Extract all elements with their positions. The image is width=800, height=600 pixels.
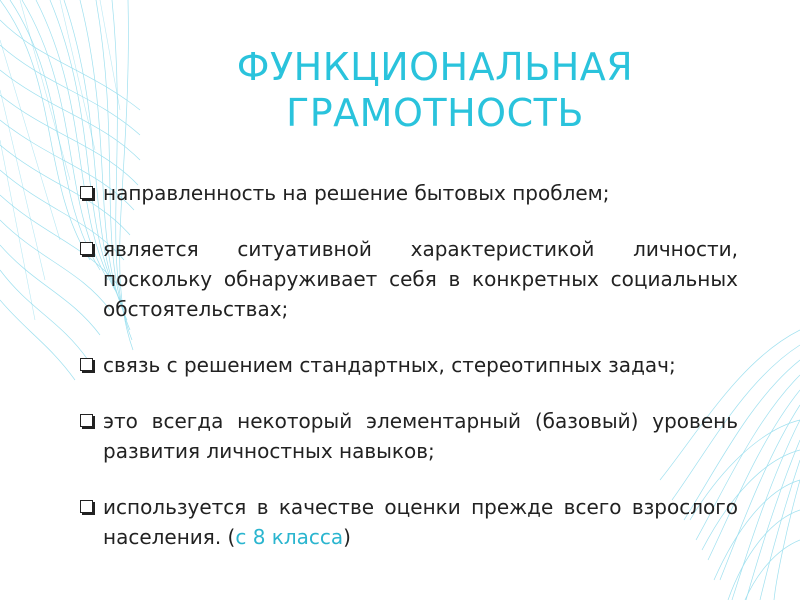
bullet-text-part: используется в качестве оценки прежде всего взрослого населения. ( (103, 495, 738, 549)
checkbox-square-icon (80, 186, 93, 199)
grade-highlight: с 8 класса (235, 525, 344, 549)
bullet-text-part: ) (343, 525, 351, 549)
bullet-item (78, 406, 738, 466)
slide-title (200, 44, 670, 136)
bullet-text: связь с решением стандартных, стереотипных задач; (103, 353, 676, 377)
bullet-text: является ситуативной характеристикой личности, поскольку обнаруживает себя в конкретных социальных обстоятельствах; (103, 237, 738, 321)
checkbox-square-icon (80, 242, 93, 255)
bullet-item (78, 492, 738, 552)
bullet-text: направленность на решение бытовых проблем; (103, 181, 610, 205)
slide-title-line-2: ГРАМОТНОСТЬ (286, 91, 584, 135)
checkbox-square-icon (80, 358, 93, 371)
bullet-text (103, 495, 738, 549)
bullet-list (78, 178, 738, 552)
bullet-item (78, 234, 738, 324)
checkbox-square-icon (80, 500, 93, 513)
bullet-text: это всегда некоторый элементарный (базовый) уровень развития личностных навыков; (103, 409, 738, 463)
bullet-item (78, 178, 738, 208)
bullet-item (78, 350, 738, 380)
slide-title-line-1: ФУНКЦИОНАЛЬНАЯ (236, 45, 634, 89)
checkbox-square-icon (80, 414, 93, 427)
